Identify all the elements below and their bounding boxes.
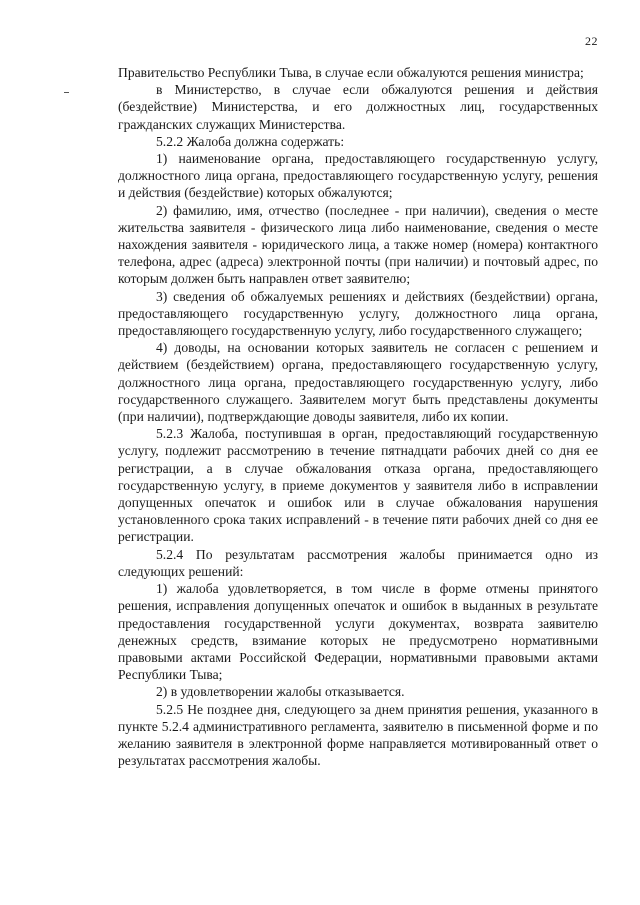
paragraph-2: в Министерство, в случае если обжалуются решения и действия (бездействие) Министерства, и его должностных лиц, государственных гражданских служащих Министерства.	[118, 82, 598, 132]
paragraph-9: 5.2.4 По результатам рассмотрения жалобы принимается одно из следующих решений:	[118, 546, 598, 579]
document-body	[118, 64, 598, 769]
paragraph-4: 1) наименование органа, предоставляющего государственную услугу, должностного лица органа, предоставляющего государственную услугу, решения и действия (бездействие) которых обжалуются;	[118, 151, 598, 201]
paragraph-3: 5.2.2 Жалоба должна содержать:	[156, 133, 345, 149]
paragraph-1: Правительство Республики Тыва, в случае если обжалуются решения министра;	[118, 65, 584, 80]
paragraph-5: 2) фамилию, имя, отчество (последнее - при наличии), сведения о месте жительства заявителя - физического лица либо наименование, сведения о месте нахождения заявителя - юридического лица, а также номер (номера) контактного телефона, адрес (адреса) электронной почты (при наличии) и почтовый адрес, по которым должен быть направлен ответ заявителю;	[118, 202, 598, 287]
paragraph-6: 3) сведения об обжалуемых решениях и действиях (бездействии) органа, предоставляющего государственную услугу, должностного лица органа, предоставляющего государственную услугу, либо государственного служащего;	[118, 288, 598, 339]
paragraph-10: 1) жалоба удовлетворяется, в том числе в форме отмены принятого решения, исправления допущенных опечаток и ошибок в выданных в результате предоставления государственной услуги документах, возврата заявителю денежных средств, взимание которых не предусмотрено нормативными правовыми актами Российской Федерации, нормативными правовыми актами Республики Тыва;	[118, 581, 598, 683]
paragraph-7: 4) доводы, на основании которых заявитель не согласен с решением и действием (бездействием) органа, предоставляющего государственную услугу, должностного лица органа, предоставляющего государственную услугу, либо государственного служащего. Заявителем могут быть представлены документы (при наличии), подтверждающие доводы заявителя, либо их копии.	[118, 340, 598, 425]
scan-mark	[64, 92, 69, 93]
paragraph-11: 2) в удовлетворении жалобы отказывается.	[156, 684, 405, 700]
paragraph-12: 5.2.5 Не позднее дня, следующего за днем принятия решения, указанного в пункте 5.2.4 административного регламента, заявителю в письменной форме и по желанию заявителя в электронной форме направляется мотивированный ответ о результатах рассмотрения жалобы.	[118, 701, 598, 769]
page-number: 22	[585, 34, 598, 48]
paragraph-8: 5.2.3 Жалоба, поступившая в орган, предоставляющий государственную услугу, подлежит рассмотрению в течение пятнадцати рабочих дней со дня ее регистрации, а в случае обжалования отказа органа, предоставляющего государственную услугу, в приеме документов у заявителя либо в исправлении допущенных опечаток и ошибок или в случае обжалования нарушения установленного срока таких исправлений - в течение пяти рабочих дней со дня ее регистрации.	[118, 426, 598, 545]
